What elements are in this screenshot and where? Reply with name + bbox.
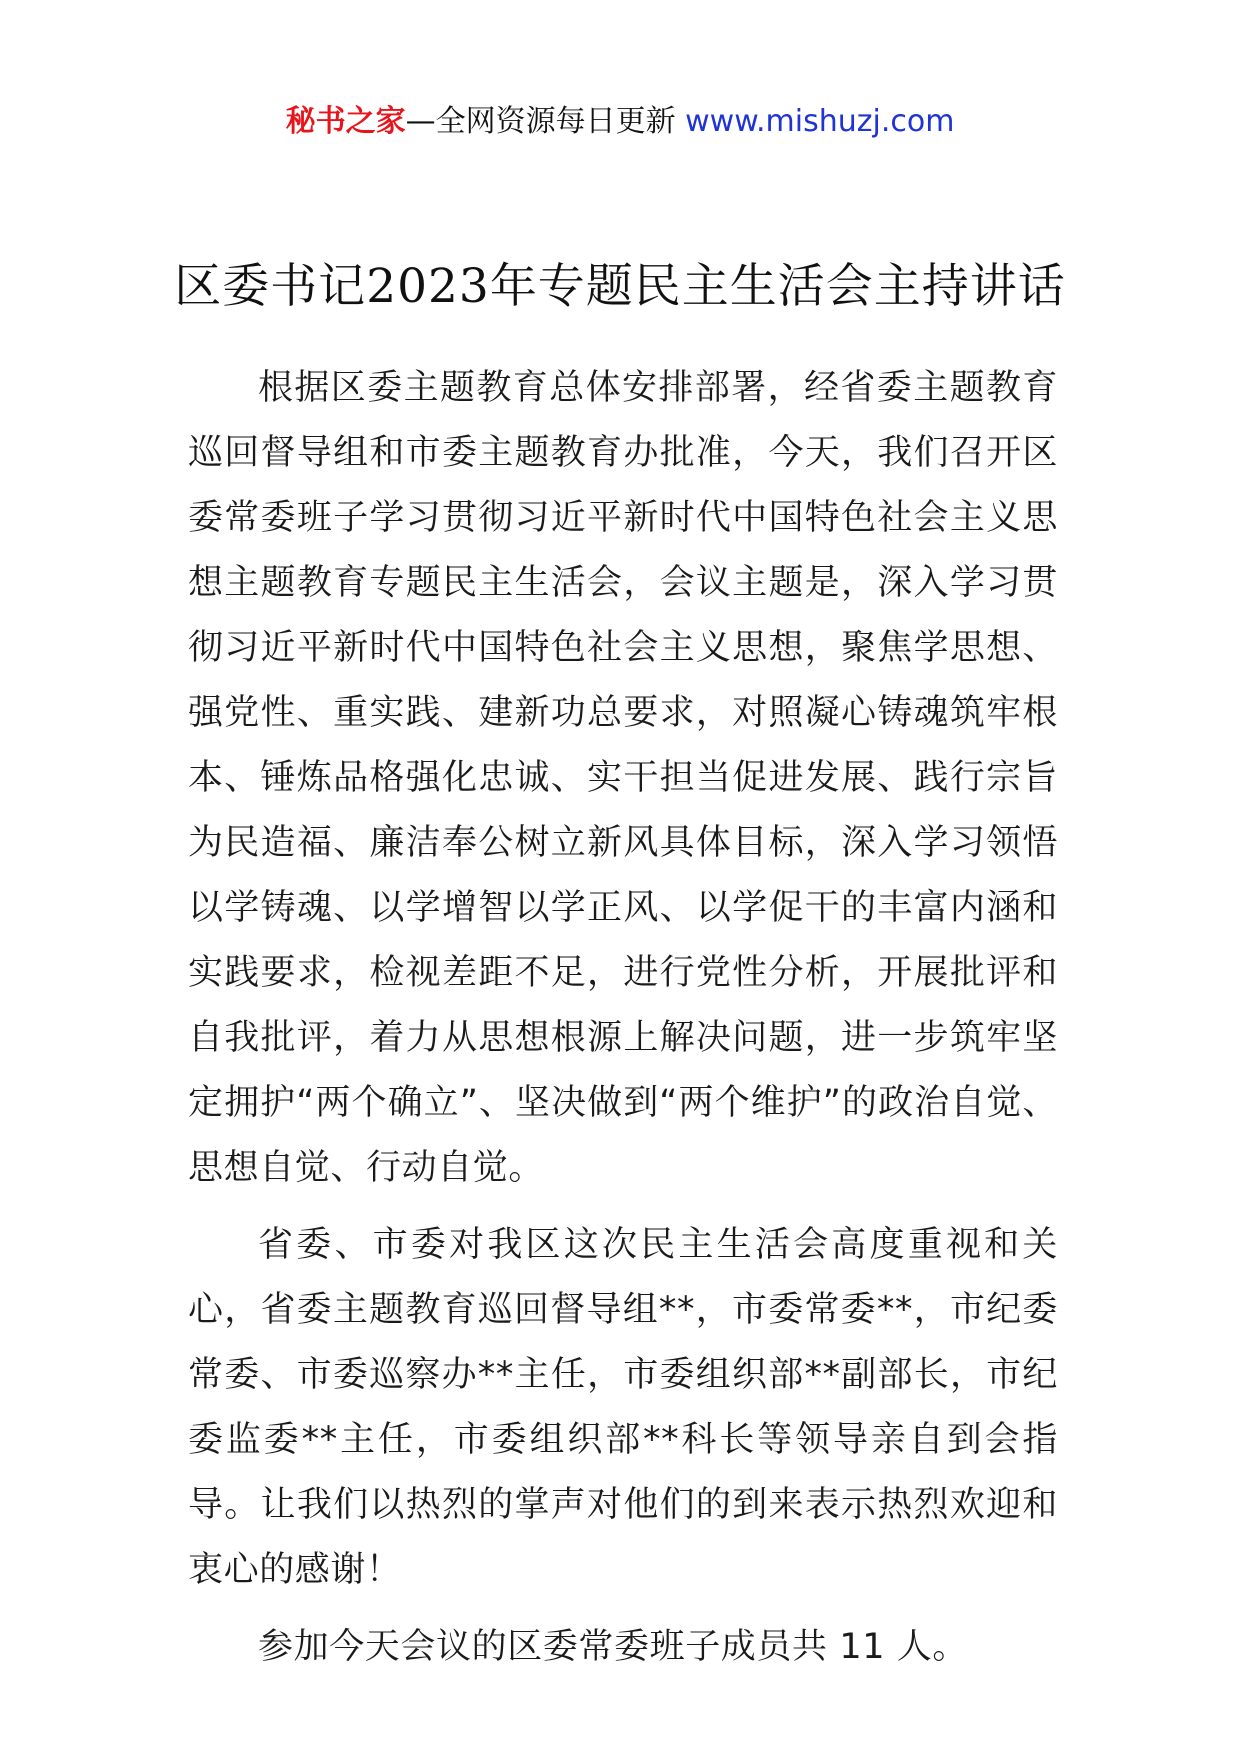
paragraph-3: 参加今天会议的区委常委班子成员共 11 人。 [258,1627,968,1667]
paragraph-2: 省委、市委对我区这次民主生活会高度重视和关心，省委主题教育巡回督导组**，市委常委**，市纪委常委、市委巡察办**主任，市委组织部**副部长，市纪委监委**主任，市委组织部**科长等领导亲自到会指导。让我们以热烈的掌声对他们的到来表示热烈欢迎和衷心的感谢！ [188,1225,1058,1590]
document-body [188,356,1058,1692]
header-tagline: —全网资源每日更新 [405,104,676,139]
title-prefix: 区委书记 [174,259,367,314]
title-suffix: 年专题民主生活会主持讲话 [489,259,1066,314]
document-title [0,255,1240,319]
paragraph-1: 根据区委主题教育总体安排部署，经省委主题教育巡回督导组和市委主题教育办批准，今天，我们召开区委常委班子学习贯彻习近平新时代中国特色社会主义思想主题教育专题民主生活会，会议主题是，深入学习贯彻习近平新时代中国特色社会主义思想，聚焦学思想、强党性、重实践、建新功总要求，对照凝心铸魂筑牢根本、锤炼品格强化忠诚、实干担当促进发展、践行宗旨为民造福、廉洁奉公树立新风具体目标，深入学习领悟以学铸魂、以学增智以学正风、以学促干的丰富内涵和实践要求，检视差距不足，进行党性分析，开展批评和自我批评，着力从思想根源上解决问题，进一步筑牢坚定拥护“两个确立”、坚决做到“两个维护”的政治自觉、思想自觉、行动自觉。 [188,368,1058,1188]
site-header [0,102,1240,142]
website-link[interactable]: www.mishuzj.com [685,104,955,139]
title-year: 2023 [366,259,490,314]
brand-name: 秘书之家 [285,104,406,139]
